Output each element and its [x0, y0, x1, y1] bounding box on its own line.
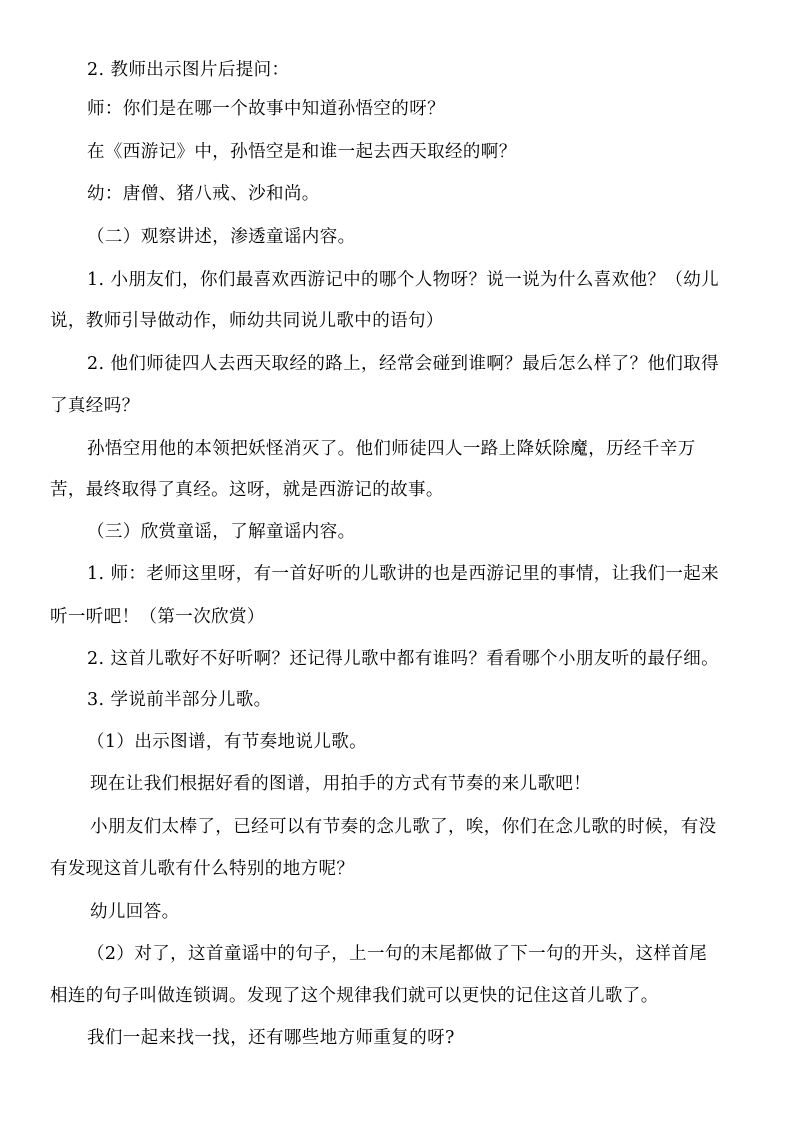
text-line: 了真经吗？	[50, 396, 140, 416]
text-line: 幼儿回答。	[90, 902, 180, 922]
text-line: 说，教师引导做动作，师幼共同说儿歌中的语句）	[50, 311, 444, 331]
text-line: 小朋友们太棒了，已经可以有节奏的念儿歌了，唉，你们在念儿歌的时候，有没	[90, 817, 717, 837]
text-line: （2）对了，这首童谣中的句子，上一句的末尾都做了下一句的开头，这样首尾	[87, 944, 708, 964]
text-line: 1. 小朋友们，你们最喜欢西游记中的哪个人物呀？说一说为什么喜欢他？（幼儿	[87, 270, 720, 290]
text-line: 2. 教师出示图片后提问：	[87, 60, 290, 80]
text-line: 师：你们是在哪一个故事中知道孙悟空的呀？	[87, 99, 445, 119]
text-line: 有发现这首儿歌有什么特别的地方呢？	[50, 859, 355, 879]
text-line: 1. 师：老师这里呀，有一首好听的儿歌讲的也是西游记里的事情，让我们一起来	[87, 564, 720, 584]
text-line: 2. 这首儿歌好不好听啊？还记得儿歌中都有谁吗？看看哪个小朋友听的最仔细。	[87, 649, 720, 669]
text-line: 听一听吧！（第一次欣赏）	[50, 607, 265, 627]
text-line: 在《西游记》中，孙悟空是和谁一起去西天取经的啊？	[87, 142, 517, 162]
section-heading: （三）欣赏童谣，了解童谣内容。	[87, 522, 356, 542]
text-line: 相连的句子叫做连锁调。发现了这个规律我们就可以更快的记住这首儿歌了。	[50, 986, 659, 1006]
text-line: 我们一起来找一找，还有哪些地方师重复的呀?	[87, 1028, 455, 1048]
text-line: 现在让我们根据好看的图谱，用拍手的方式有节奏的来儿歌吧！	[90, 774, 592, 794]
text-line: 3. 学说前半部分儿歌。	[87, 690, 272, 710]
text-line: 苦，最终取得了真经。这呀，就是西游记的故事。	[50, 480, 444, 500]
text-line: 孙悟空用他的本领把妖怪消灭了。他们师徒四人一路上降妖除魔，历经千辛万	[87, 439, 696, 459]
text-line: 幼：唐僧、猪八戒、沙和尚。	[87, 184, 320, 204]
text-line: 2. 他们师徒四人去西天取经的路上，经常会碰到谁啊？最后怎么样了？他们取得	[87, 354, 720, 374]
text-line: （1）出示图谱，有节奏地说儿歌。	[87, 732, 368, 752]
section-heading: （二）观察讲述，渗透童谣内容。	[87, 227, 356, 247]
